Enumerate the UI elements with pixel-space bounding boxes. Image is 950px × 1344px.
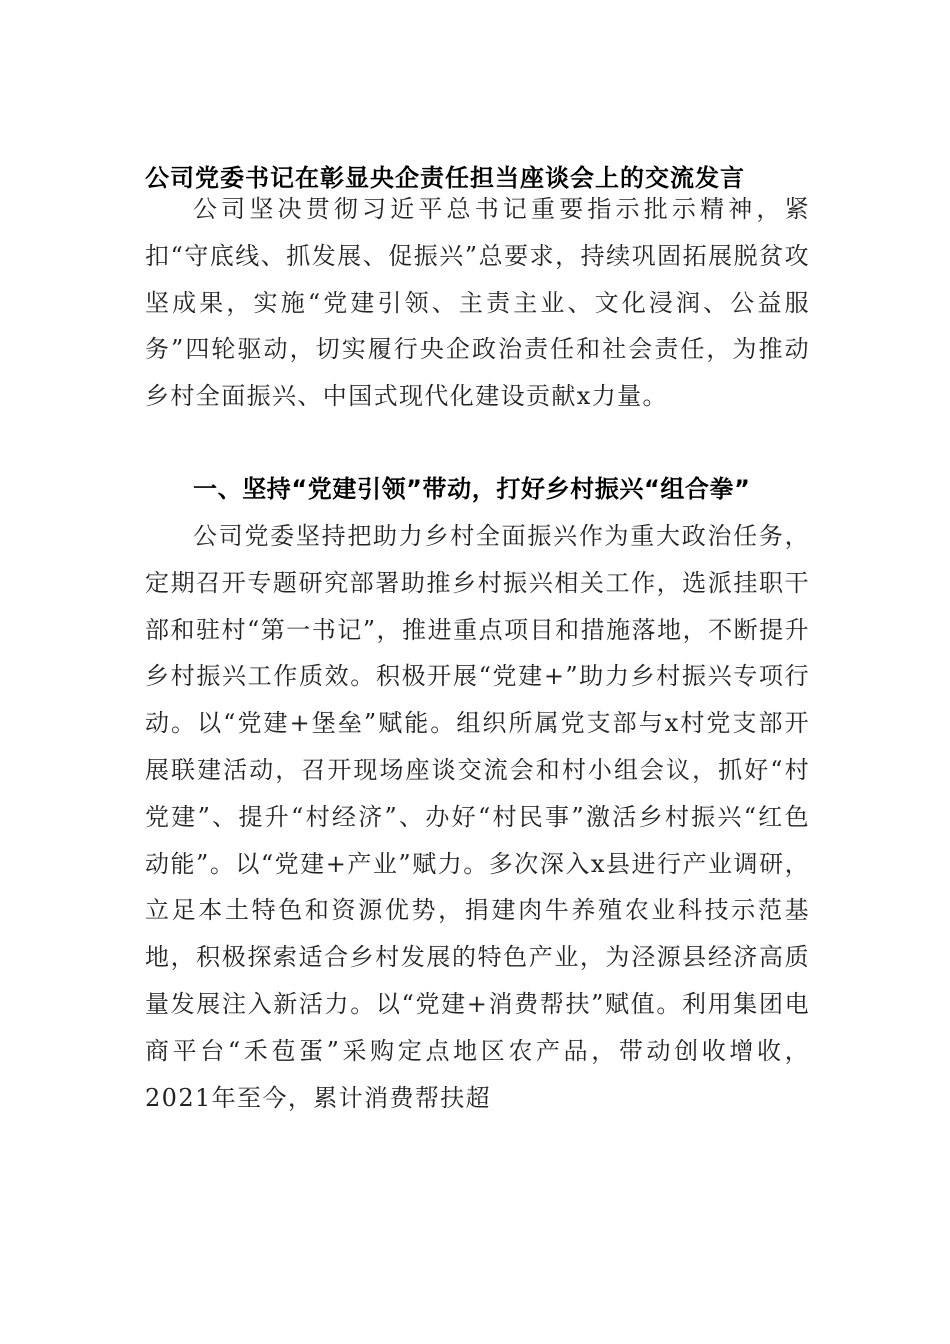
intro-paragraph: 公司坚决贯彻习近平总书记重要指示批示精神，紧扣“守底线、抓发展、促振兴”总要求，持续巩固拓展脱贫攻坚成果，实施“党建引领、主责主业、文化浸润、公益服务”四轮驱动，切实履行央企政治责任和社会责任，为推动乡村全面振兴、中国式现代化建设贡献x力量。	[145, 195, 810, 411]
section-1-paragraph: 公司党委坚持把助力乡村全面振兴作为重大政治任务，定期召开专题研究部署助推乡村振兴相关工作，选派挂职干部和驻村“第一书记”，推进重点项目和措施落地，不断提升乡村振兴工作质效。积极开展“党建+”助力乡村振兴专项行动。以“党建+堡垒”赋能。组织所属党支部与x村党支部开展联建活动，召开现场座谈交流会和村小组会议，抓好“村党建”、提升“村经济”、办好“村民事”激活乡村振兴“红色动能”。以“党建+产业”赋力。多次深入x县进行产业调研，立足本土特色和资源优势，捐建肉牛养殖农业科技示范基地，积极探索适合乡村发展的特色产业，为泾源县经济高质量发展注入新活力。以“党建+消费帮扶”赋值。利用集团电商平台“禾苞蛋”采购定点地区农产品，带动创收增收，2021年至今，累计消费帮扶超	[145, 522, 810, 1112]
section-heading-1: 一、坚持“党建引领”带动，打好乡村振兴“组合拳”	[193, 475, 751, 503]
document-title: 公司党委书记在彰显央企责任担当座谈会上的交流发言	[145, 164, 745, 192]
